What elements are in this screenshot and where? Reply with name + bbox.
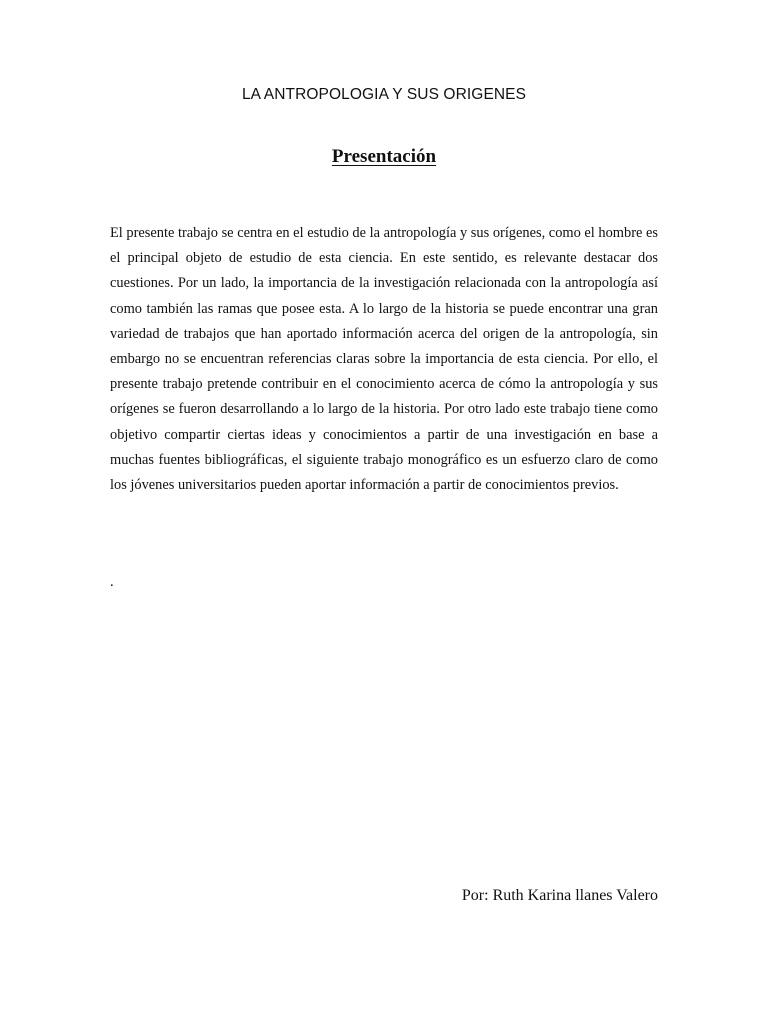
document-title: LA ANTROPOLOGIA Y SUS ORIGENES (241, 86, 527, 103)
author-line: Por: Ruth Karina llanes Valero (461, 887, 658, 904)
section-heading: Presentación (331, 146, 437, 167)
presentation-paragraph: El presente trabajo se centra en el estudio de la antropología y sus orígenes, como el hombre es el principal objeto de estudio de esta ciencia. En este sentido, es relevante destacar dos cuestiones. Por un lado, la importancia de la investigación relacionada con la antropología así como también las ramas que posee esta. A lo largo de la historia se puede encontrar una gran variedad de trabajos que han aportado información acerca del origen de la antropología, sin embargo no se encuentran referencias claras sobre la importancia de esta ciencia. Por ello, el presente trabajo pretende contribuir en el conocimiento acerca de cómo la antropología y sus orígenes se fueron desarrollando a lo largo de la historia. Por otro lado este trabajo tiene como objetivo compartir ciertas ideas y conocimientos a partir de una investigación en base a muchas fuentes bibliográficas, el siguiente trabajo monográfico es un esfuerzo claro de como los jóvenes universitarios pueden aportar información a partir de conocimientos previos. (110, 225, 658, 494)
stray-period: . (110, 574, 114, 590)
